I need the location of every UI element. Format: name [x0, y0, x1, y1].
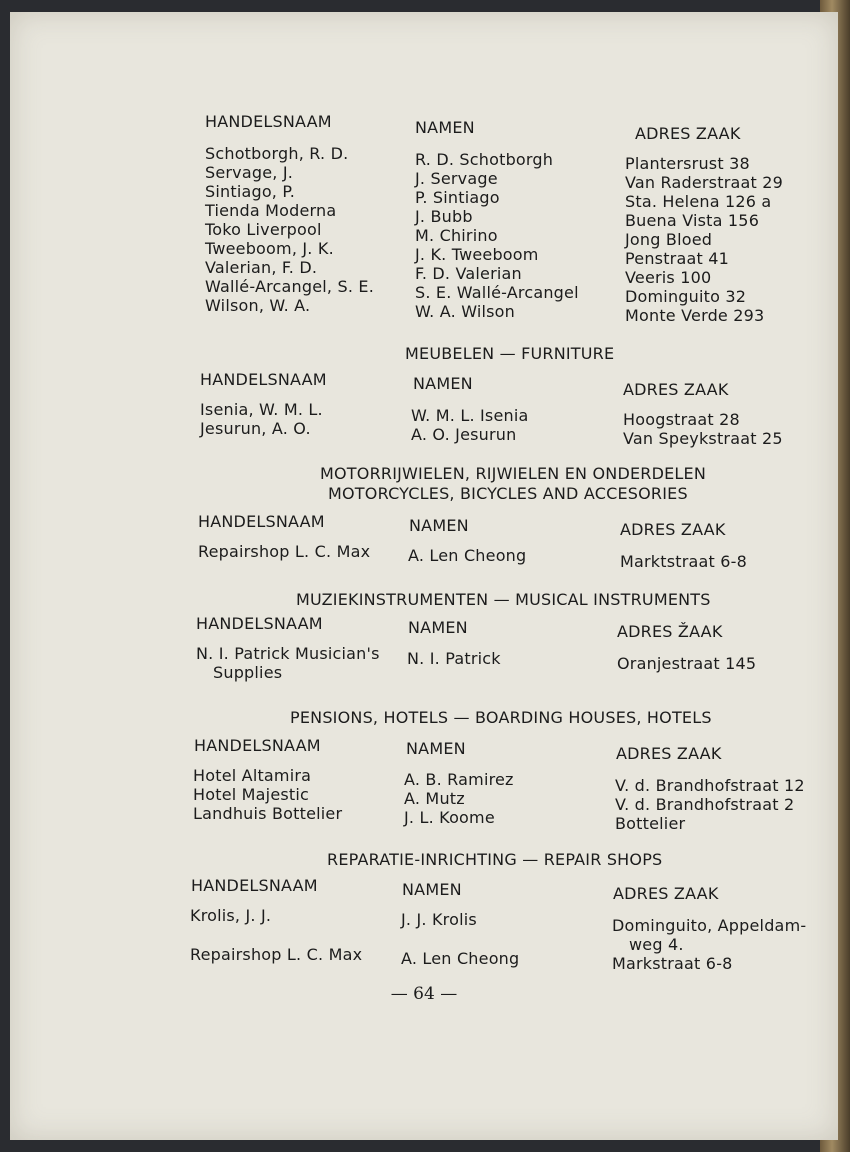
list-item: Oranjestraat 145 — [617, 654, 757, 673]
list-item: weg 4. — [629, 935, 684, 954]
list-item: J. K. Tweeboom — [415, 245, 539, 264]
header-trade-name: HANDELSNAAM — [200, 370, 327, 389]
header-names: NAMEN — [408, 618, 468, 637]
list-item: Isenia, W. M. L. — [200, 400, 323, 419]
list-item: Wallé-Arcangel, S. E. — [205, 277, 375, 296]
list-item: Repairshop L. C. Max — [198, 542, 371, 561]
list-item: Sta. Helena 126 a — [625, 192, 772, 211]
header-names: NAMEN — [406, 739, 466, 758]
header-trade-name: HANDELSNAAM — [194, 736, 321, 755]
list-item: Tweeboom, J. K. — [205, 239, 334, 258]
list-item: P. Sintiago — [415, 188, 500, 207]
page-number: — 64 — — [390, 984, 458, 1004]
list-item: A. O. Jesurun — [411, 425, 517, 444]
header-trade-name: HANDELSNAAM — [205, 112, 332, 131]
list-item: Hoogstraat 28 — [623, 410, 740, 429]
header-address: ADRES ZAAK — [623, 380, 729, 399]
list-item: Van Speykstraat 25 — [623, 429, 783, 448]
section-title: REPARATIE-INRICHTING — REPAIR SHOPS — [327, 850, 663, 869]
header-address: ADRES ZAAK — [616, 744, 722, 763]
header-address: ADRES ZAAK — [635, 124, 741, 143]
list-item: Valerian, F. D. — [205, 258, 318, 277]
list-item: R. D. Schotborgh — [415, 150, 554, 169]
list-item: Marktstraat 6-8 — [620, 552, 748, 571]
list-item: Hotel Altamira — [193, 766, 312, 785]
header-trade-name: HANDELSNAAM — [191, 876, 318, 895]
list-item: Supplies — [213, 663, 283, 682]
header-address: ADRES ZAAK — [613, 884, 719, 903]
list-item: N. I. Patrick — [407, 649, 501, 668]
list-item: S. E. Wallé-Arcangel — [415, 283, 579, 302]
list-item: J. L. Koome — [404, 808, 495, 827]
list-item: Jesurun, A. O. — [200, 419, 311, 438]
list-item: Buena Vista 156 — [625, 211, 760, 230]
section-subtitle: MOTORCYCLES, BICYCLES AND ACCESORIES — [328, 484, 688, 503]
section-title: MUZIEKINSTRUMENTEN — MUSICAL INSTRUMENTS — [296, 590, 711, 609]
list-item: A. Len Cheong — [408, 546, 527, 565]
list-item: Veeris 100 — [625, 268, 712, 287]
list-item: J. Servage — [415, 169, 498, 188]
list-item: Jong Bloed — [625, 230, 713, 249]
list-item: J. Bubb — [415, 207, 473, 226]
header-trade-name: HANDELSNAAM — [196, 614, 323, 633]
list-item: Toko Liverpool — [205, 220, 322, 239]
section-title: MEUBELEN — FURNITURE — [405, 344, 615, 363]
section-title: MOTORRIJWIELEN, RIJWIELEN EN ONDERDELEN — [320, 464, 707, 483]
list-item: Dominguito 32 — [625, 287, 747, 306]
list-item: A. Mutz — [404, 789, 465, 808]
header-names: NAMEN — [402, 880, 462, 899]
list-item: Wilson, W. A. — [205, 296, 311, 315]
list-item: Van Raderstraat 29 — [625, 173, 783, 192]
list-item: J. J. Krolis — [401, 910, 477, 929]
list-item: V. d. Brandhofstraat 2 — [615, 795, 795, 814]
list-item: N. I. Patrick Musician's — [196, 644, 380, 663]
list-item: Penstraat 41 — [625, 249, 729, 268]
list-item: Monte Verde 293 — [625, 306, 765, 325]
list-item: Landhuis Bottelier — [193, 804, 343, 823]
list-item: Hotel Majestic — [193, 785, 310, 804]
header-trade-name: HANDELSNAAM — [198, 512, 325, 531]
list-item: A. Len Cheong — [401, 949, 520, 968]
list-item: Repairshop L. C. Max — [190, 945, 363, 964]
list-item: M. Chirino — [415, 226, 498, 245]
list-item: Dominguito, Appeldam- — [612, 916, 807, 935]
list-item: Servage, J. — [205, 163, 294, 182]
list-item: Markstraat 6-8 — [612, 954, 733, 973]
list-item: Tienda Moderna — [205, 201, 337, 220]
list-item: V. d. Brandhofstraat 12 — [615, 776, 805, 795]
list-item: A. B. Ramirez — [404, 770, 514, 789]
section-title: PENSIONS, HOTELS — BOARDING HOUSES, HOTELS — [290, 708, 712, 727]
header-address: ADRES ŽAAK — [617, 622, 723, 641]
list-item: Krolis, J. J. — [190, 906, 272, 925]
header-names: NAMEN — [415, 118, 475, 137]
header-names: NAMEN — [409, 516, 469, 535]
document-page — [10, 12, 838, 1140]
list-item: Schotborgh, R. D. — [205, 144, 349, 163]
list-item: W. A. Wilson — [415, 302, 516, 321]
list-item: Plantersrust 38 — [625, 154, 750, 173]
header-names: NAMEN — [413, 374, 473, 393]
list-item: Sintiago, P. — [205, 182, 296, 201]
list-item: F. D. Valerian — [415, 264, 522, 283]
list-item: Bottelier — [615, 814, 686, 833]
list-item: W. M. L. Isenia — [411, 406, 529, 425]
header-address: ADRES ZAAK — [620, 520, 726, 539]
